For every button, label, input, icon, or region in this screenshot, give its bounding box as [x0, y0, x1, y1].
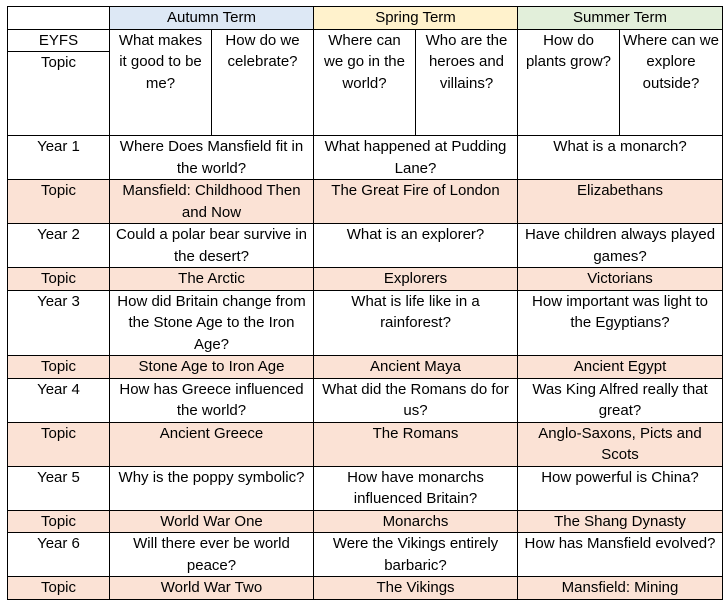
summer-topic: The Shang Dynasty — [518, 510, 723, 533]
autumn-topic: Ancient Greece — [110, 422, 314, 466]
year-label: Year 5 — [8, 466, 110, 510]
year-row — [8, 378, 723, 422]
year-row — [8, 224, 723, 268]
corner-cell — [8, 7, 110, 30]
autumn-topic: Mansfield: Childhood Then and Now — [110, 180, 314, 224]
spring-topic: Ancient Maya — [314, 356, 518, 379]
spring-question: What is an explorer? — [314, 224, 518, 268]
year-row — [8, 466, 723, 510]
summer-question: How has Mansfield evolved? — [518, 533, 723, 577]
autumn-question: Will there ever be world peace? — [110, 533, 314, 577]
year-row — [8, 290, 723, 356]
spring-topic: The Great Fire of London — [314, 180, 518, 224]
eyfs-question-3: Where can we go in the world? — [314, 29, 416, 136]
autumn-topic: The Arctic — [110, 268, 314, 291]
topic-row — [8, 268, 723, 291]
spring-topic: Explorers — [314, 268, 518, 291]
spring-term-header: Spring Term — [314, 7, 518, 30]
spring-topic: Monarchs — [314, 510, 518, 533]
year-label: Year 4 — [8, 378, 110, 422]
spring-question: What is life like in a rainforest? — [314, 290, 518, 356]
summer-question: How important was light to the Egyptians? — [518, 290, 723, 356]
eyfs-question-5: How do plants grow? — [518, 29, 620, 136]
autumn-question: How did Britain change from the Stone Age to the Iron Age? — [110, 290, 314, 356]
eyfs-question-1: What makes it good to be me? — [110, 29, 212, 136]
term-header-row — [8, 7, 723, 30]
eyfs-question-4: Who are the heroes and villains? — [416, 29, 518, 136]
autumn-topic: World War Two — [110, 577, 314, 600]
curriculum-table-wrapper — [7, 6, 723, 600]
eyfs-topic-label: Topic — [8, 52, 110, 136]
topic-row — [8, 510, 723, 533]
topic-row — [8, 577, 723, 600]
topic-label: Topic — [8, 268, 110, 291]
curriculum-table — [7, 6, 723, 600]
year-label: Year 3 — [8, 290, 110, 356]
year-label: Year 6 — [8, 533, 110, 577]
summer-topic: Victorians — [518, 268, 723, 291]
autumn-question: Why is the poppy symbolic? — [110, 466, 314, 510]
autumn-question: How has Greece influenced the world? — [110, 378, 314, 422]
topic-label: Topic — [8, 577, 110, 600]
autumn-question: Where Does Mansfield fit in the world? — [110, 136, 314, 180]
topic-label: Topic — [8, 510, 110, 533]
topic-label: Topic — [8, 422, 110, 466]
summer-term-header: Summer Term — [518, 7, 723, 30]
summer-topic: Elizabethans — [518, 180, 723, 224]
autumn-topic: World War One — [110, 510, 314, 533]
summer-topic: Mansfield: Mining — [518, 577, 723, 600]
topic-row — [8, 356, 723, 379]
eyfs-label: EYFS — [8, 29, 110, 52]
summer-question: Was King Alfred really that great? — [518, 378, 723, 422]
year-label: Year 2 — [8, 224, 110, 268]
eyfs-row-top — [8, 29, 723, 52]
autumn-question: Could a polar bear survive in the desert? — [110, 224, 314, 268]
eyfs-question-2: How do we celebrate? — [212, 29, 314, 136]
spring-question: What did the Romans do for us? — [314, 378, 518, 422]
autumn-term-header: Autumn Term — [110, 7, 314, 30]
spring-question: How have monarchs influenced Britain? — [314, 466, 518, 510]
eyfs-question-6: Where can we explore outside? — [620, 29, 723, 136]
summer-question: How powerful is China? — [518, 466, 723, 510]
year-row — [8, 136, 723, 180]
summer-topic: Ancient Egypt — [518, 356, 723, 379]
topic-row — [8, 180, 723, 224]
summer-question: What is a monarch? — [518, 136, 723, 180]
year-row — [8, 533, 723, 577]
year-label: Year 1 — [8, 136, 110, 180]
summer-topic: Anglo-Saxons, Picts and Scots — [518, 422, 723, 466]
spring-question: Were the Vikings entirely barbaric? — [314, 533, 518, 577]
topic-label: Topic — [8, 356, 110, 379]
spring-question: What happened at Pudding Lane? — [314, 136, 518, 180]
autumn-topic: Stone Age to Iron Age — [110, 356, 314, 379]
summer-question: Have children always played games? — [518, 224, 723, 268]
spring-topic: The Romans — [314, 422, 518, 466]
topic-label: Topic — [8, 180, 110, 224]
spring-topic: The Vikings — [314, 577, 518, 600]
topic-row — [8, 422, 723, 466]
